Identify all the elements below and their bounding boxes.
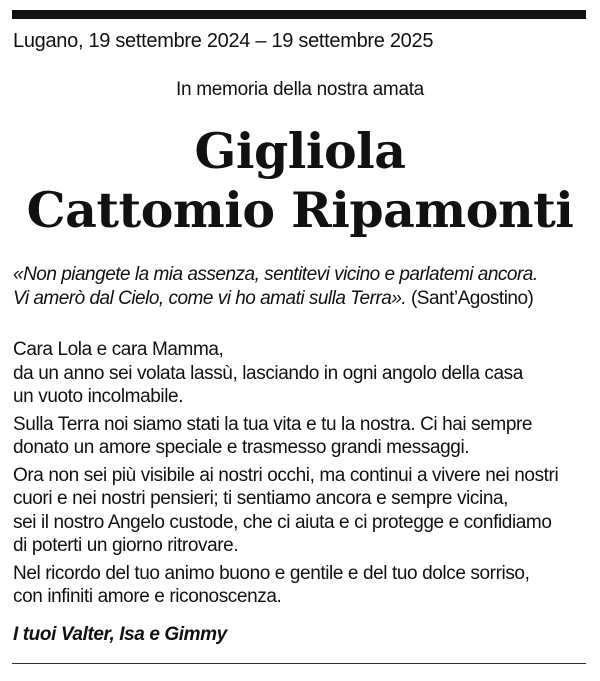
bottom-rule (12, 663, 586, 664)
signature: I tuoi Valter, Isa e Gimmy (13, 624, 227, 645)
paragraph-4 (13, 562, 593, 609)
quote-line-1: «Non piangete la mia assenza, sentitevi vicino e parlatemi ancora. (13, 264, 538, 285)
top-rule (12, 10, 586, 19)
quote-line-2: Vi amerò dal Cielo, come vi ho amati sulla Terra». (13, 288, 407, 309)
message-body (13, 338, 593, 613)
paragraph-line: con infiniti amore e riconoscenza. (13, 586, 282, 607)
paragraph-line: Ora non sei più visibile ai nostri occhi, ma continui a vivere nei nostri (13, 464, 559, 486)
paragraph-line: da un anno sei volata lassù, lasciando in ogni angolo della casa (13, 362, 523, 384)
paragraph-3 (13, 464, 593, 558)
quote-line-2-wrapper (13, 287, 593, 311)
paragraph-1 (13, 338, 593, 409)
paragraph-line: un vuoto incolmabile. (13, 386, 184, 407)
paragraph-line: cuori e nei nostri pensieri; ti sentiamo ancora e sempre vicina, (13, 488, 509, 509)
dateline: Lugano, 19 settembre 2024 – 19 settembre 2025 (13, 30, 434, 52)
paragraph-line: sei il nostro Angelo custode, che ci aiuta e ci protegge e confidiamo (13, 511, 552, 533)
deceased-last-name: Cattomio Ripamonti (26, 181, 574, 239)
paragraph-line: Nel ricordo del tuo animo buono e gentile e del tuo dolce sorriso, (13, 562, 530, 584)
deceased-first-name: Gigliola (194, 122, 406, 180)
paragraph-line: Cara Lola e cara Mamma, (13, 339, 224, 360)
paragraph-2 (13, 413, 593, 460)
intro-text: In memoria della nostra amata (176, 79, 424, 100)
paragraph-line: Sulla Terra noi siamo stati la tua vita e tu la nostra. Ci hai sempre (13, 413, 533, 435)
paragraph-line: di poterti un giorno ritrovare. (13, 535, 239, 556)
quote-attribution: (Sant’Agostino) (406, 288, 534, 309)
paragraph-line: donato un amore speciale e trasmesso grandi messaggi. (13, 437, 470, 458)
quote (13, 263, 593, 311)
